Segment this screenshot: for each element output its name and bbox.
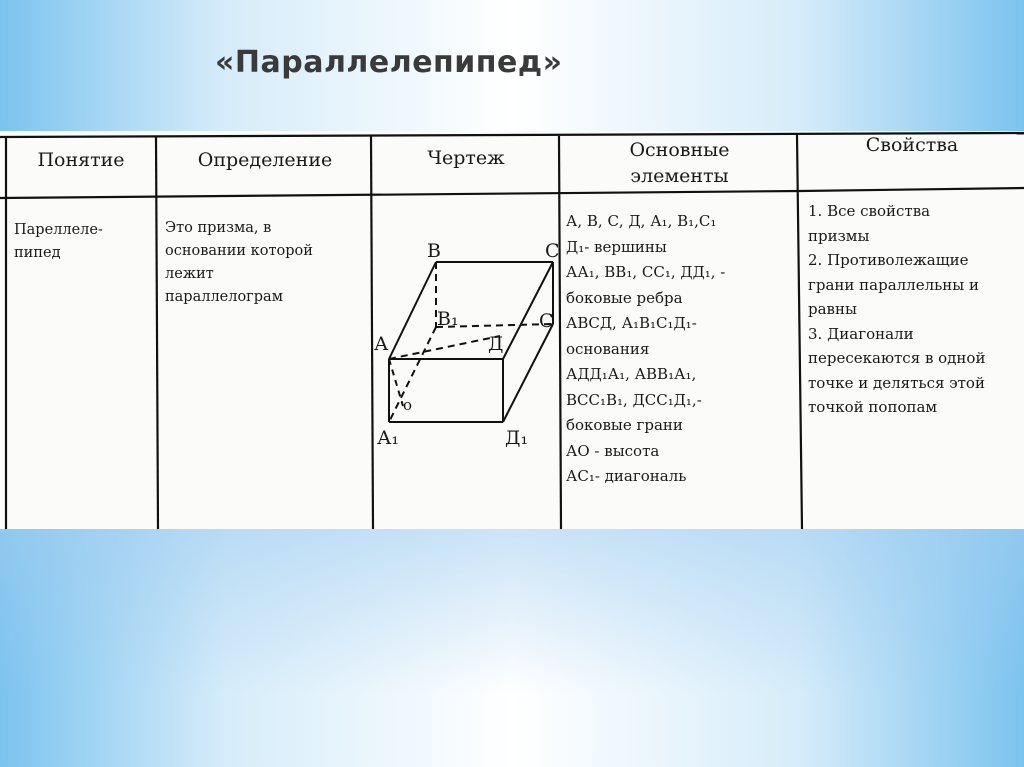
- definition-line: основании которой: [165, 243, 313, 259]
- element-line: ВСС₁В₁, ДСС₁Д₁,-: [566, 390, 702, 409]
- vertex-label-c1: С: [539, 310, 554, 332]
- element-line: Д₁- вершины: [566, 237, 667, 256]
- element-line: АДД₁А₁, АВВ₁А₁,: [566, 365, 697, 383]
- element-line: А, В, С, Д, А₁, В₁,С₁: [566, 212, 717, 230]
- point-label-o: о: [403, 396, 413, 414]
- vertex-label-d: Д: [488, 333, 504, 355]
- vertex-label-a: А: [374, 333, 389, 355]
- elements-cell: [566, 209, 798, 490]
- property-line: 2. Противолежащие: [808, 251, 969, 269]
- property-line: точкой попопам: [808, 398, 938, 416]
- property-line: 1. Все свойства: [808, 202, 931, 220]
- vertex-label-d1: Д₁: [505, 427, 529, 449]
- properties-cell: [808, 199, 1022, 420]
- definition-line: Это призма, в: [165, 220, 272, 236]
- property-line: точке и деляться этой: [808, 373, 985, 392]
- scanned-table: [0, 131, 1024, 529]
- property-line: призмы: [808, 226, 870, 245]
- header-elements-line1: Основные: [629, 139, 730, 161]
- element-line: АС₁- диагональ: [566, 467, 687, 485]
- element-line: АО - высота: [566, 441, 660, 460]
- vertex-label-c: С: [545, 240, 560, 262]
- property-line: пересекаются в одной: [808, 349, 986, 367]
- property-line: равны: [808, 300, 857, 318]
- concept-cell: [14, 219, 154, 265]
- header-properties: Свойства: [865, 134, 959, 156]
- property-line: 3. Диагонали: [808, 324, 914, 343]
- definition-cell: [165, 217, 370, 309]
- concept-line: пипед: [14, 245, 61, 261]
- element-line: основания: [566, 339, 650, 358]
- vertex-label-a1: А₁: [377, 427, 400, 449]
- header-drawing: Чертеж: [427, 147, 505, 169]
- property-line: грани параллельны и: [808, 275, 979, 294]
- definition-line: параллелограм: [165, 289, 283, 305]
- concept-line: Пареллеле-: [14, 222, 103, 238]
- element-line: боковые ребра: [566, 288, 683, 307]
- header-elements-line2: элементы: [630, 165, 729, 187]
- header-definition: Определение: [197, 149, 333, 171]
- element-line: АВСД, А₁В₁С₁Д₁-: [566, 314, 697, 332]
- parallelepiped-drawing: [389, 262, 553, 422]
- drawing-labels: [374, 240, 560, 449]
- element-line: АА₁, ВВ₁, СС₁, ДД₁, -: [566, 263, 726, 281]
- element-line: боковые грани: [566, 416, 683, 434]
- vertex-label-b1: В₁: [437, 308, 459, 330]
- vertex-label-b: В: [427, 240, 441, 262]
- background-band: [0, 527, 1024, 767]
- slide-title: «Параллелепипед»: [215, 45, 563, 80]
- definition-line: лежит: [165, 266, 214, 282]
- header-concept: Понятие: [37, 149, 125, 171]
